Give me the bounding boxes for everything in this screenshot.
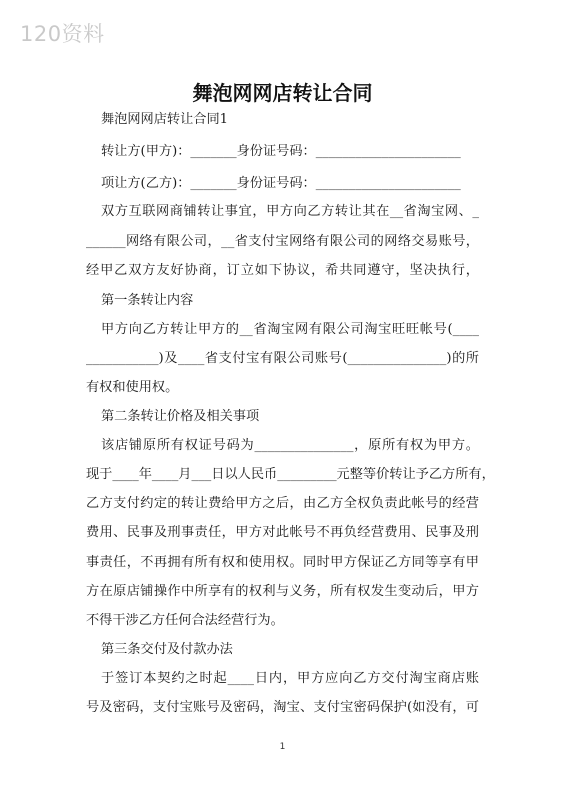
section-heading: 第一条转让内容 (101, 293, 194, 308)
paragraph-line: 甲方向乙方转让甲方的__省淘宝网有限公司淘宝旺旺帐号(____ (101, 322, 479, 337)
paragraph-line: 于签订本契约之时起____日内，甲方应向乙方交付淘宝商店账 (101, 671, 479, 686)
contract-subtitle: 舞泡网网店转让合同1 (101, 112, 229, 127)
transferee-line: 项让方(乙方)：_______身份证号码：______________________ (101, 176, 461, 191)
section-heading: 第三条交付及付款办法 (101, 642, 233, 657)
paragraph-line: 不得干涉乙方任何合法经营行为。 (86, 613, 284, 628)
transferor-line: 转让方(甲方)：_______身份证号码：______________________ (101, 144, 461, 159)
paragraph-line: 双方互联网商铺转让事宜，甲方向乙方转让其在__省淘宝网、_ (101, 204, 479, 219)
paragraph-line: ___________)及____省支付宝有限公司账号(_______________)的所 (86, 351, 479, 366)
paragraph-line: 现于____年____月___日以人民币_________元整等价转让予乙方所有， (86, 467, 495, 482)
paragraph-line: 有权和使用权。 (86, 380, 179, 395)
paragraph-line: 号及密码，支付宝账号及密码，淘宝、支付宝密码保护(如没有，可 (86, 700, 479, 715)
paragraph-line: 费用、民事及刑事责任，甲方对此帐号不再负经营费用、民事及刑 (86, 525, 479, 540)
paragraph-line: 经甲乙双方友好协商，订立如下协议，希共同遵守，坚决执行， (86, 263, 479, 278)
paragraph-line: 该店铺原所有权证号码为_______________，原所有权为甲方。 (101, 438, 479, 453)
paragraph-line: 事责任，不再拥有所有权和使用权。同时甲方保证乙方同等享有甲 (86, 555, 479, 570)
paragraph-line: 方在原店铺操作中所享有的权利与义务，所有权发生变动后，甲方 (86, 584, 479, 599)
paragraph-line: ______网络有限公司，__省支付宝网络有限公司的网络交易账号， (86, 234, 479, 249)
section-heading: 第二条转让价格及相关事项 (101, 409, 260, 424)
paragraph-line: 乙方支付约定的转让费给甲方之后，由乙方全权负责此帐号的经营 (86, 496, 479, 511)
page-number: 1 (279, 742, 286, 752)
document-title: 舞泡网网店转让合同 (192, 81, 373, 105)
watermark-logo: 120资料 (20, 22, 105, 46)
